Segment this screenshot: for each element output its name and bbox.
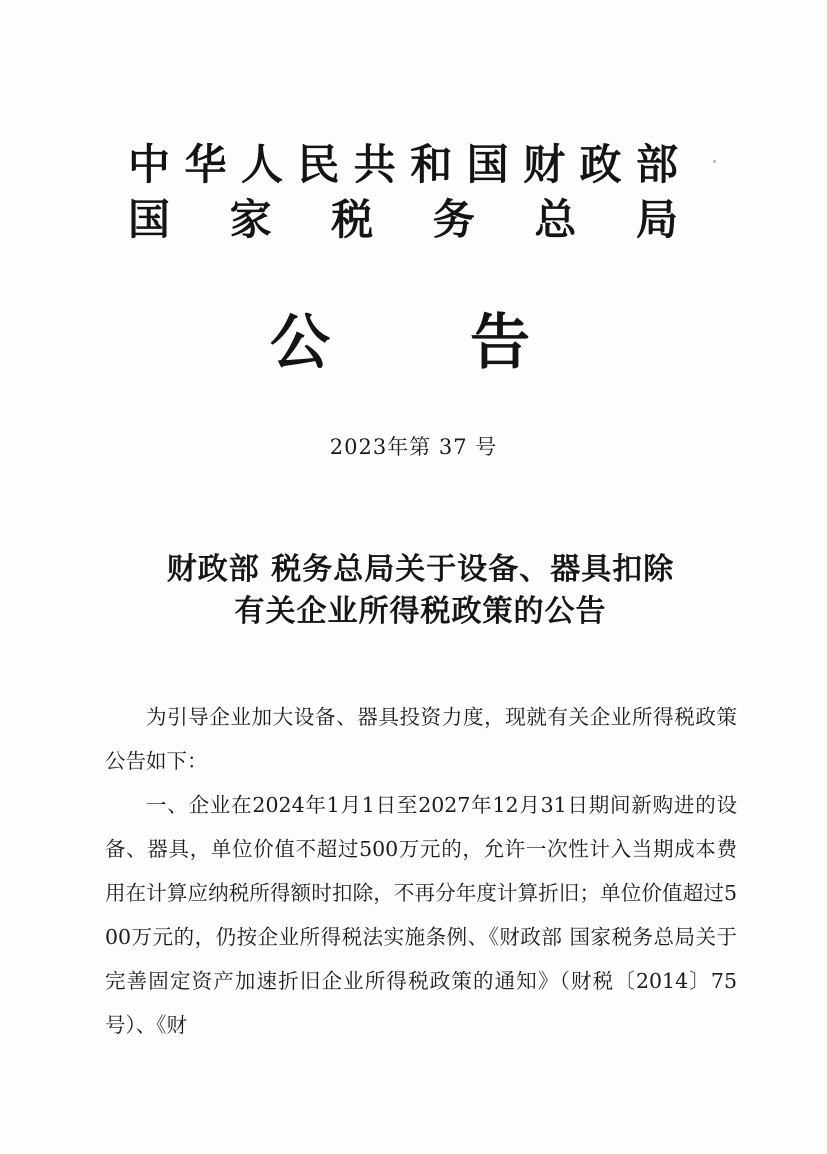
body-paragraph-intro: 为引导企业加大设备、器具投资力度，现就有关企业所得税政策公告如下： — [105, 705, 737, 773]
issuer-char: 人 — [240, 140, 283, 189]
issuer-char: 民 — [297, 140, 340, 189]
issuer-state-taxation-administration — [128, 195, 678, 245]
issuer-char: 税 — [331, 195, 374, 244]
issuer-char: 政 — [579, 140, 622, 189]
issuer-char: 国 — [128, 195, 171, 244]
doc-type-char: 告 — [470, 308, 530, 378]
document-type-heading — [270, 308, 530, 378]
document-title-line-1: 财政部 税务总局关于设备、器具扣除 — [166, 552, 675, 587]
issuer-char: 总 — [534, 195, 577, 244]
issuer-char: 中 — [128, 140, 171, 189]
issuer-ministry-of-finance — [128, 140, 678, 190]
issuer-char: 华 — [184, 140, 227, 189]
issuer-char: 和 — [410, 140, 453, 189]
issuer-char: 务 — [432, 195, 475, 244]
issuer-char: 财 — [523, 140, 566, 189]
issuer-char: 共 — [353, 140, 396, 189]
issuer-char: 部 — [635, 140, 678, 189]
document-number: 2023年第 37 号 — [329, 435, 498, 459]
body-paragraph-item-1: 一、企业在2024年1月1日至2027年12月31日期间新购进的设备、器具，单位价值不超过500万元的，允许一次性计入当期成本费用在计算应纳税所得额时扣除，不再分年度计算折旧；单位价值超过500万元的，仍按企业所得税法实施条例、《财政部 国家税务总局关于完善固定资产加速折旧企业所得税政策的通知》（财税〔2014〕75号）、《财 — [105, 793, 737, 1037]
issuer-char: 局 — [635, 195, 678, 244]
document-title-line-2: 有关企业所得税政策的公告 — [234, 594, 607, 629]
issuer-char: 家 — [229, 195, 272, 244]
document-body — [105, 695, 737, 1047]
issuer-char: 国 — [466, 140, 509, 189]
doc-type-char: 公 — [270, 308, 330, 378]
scan-speck — [713, 160, 716, 163]
